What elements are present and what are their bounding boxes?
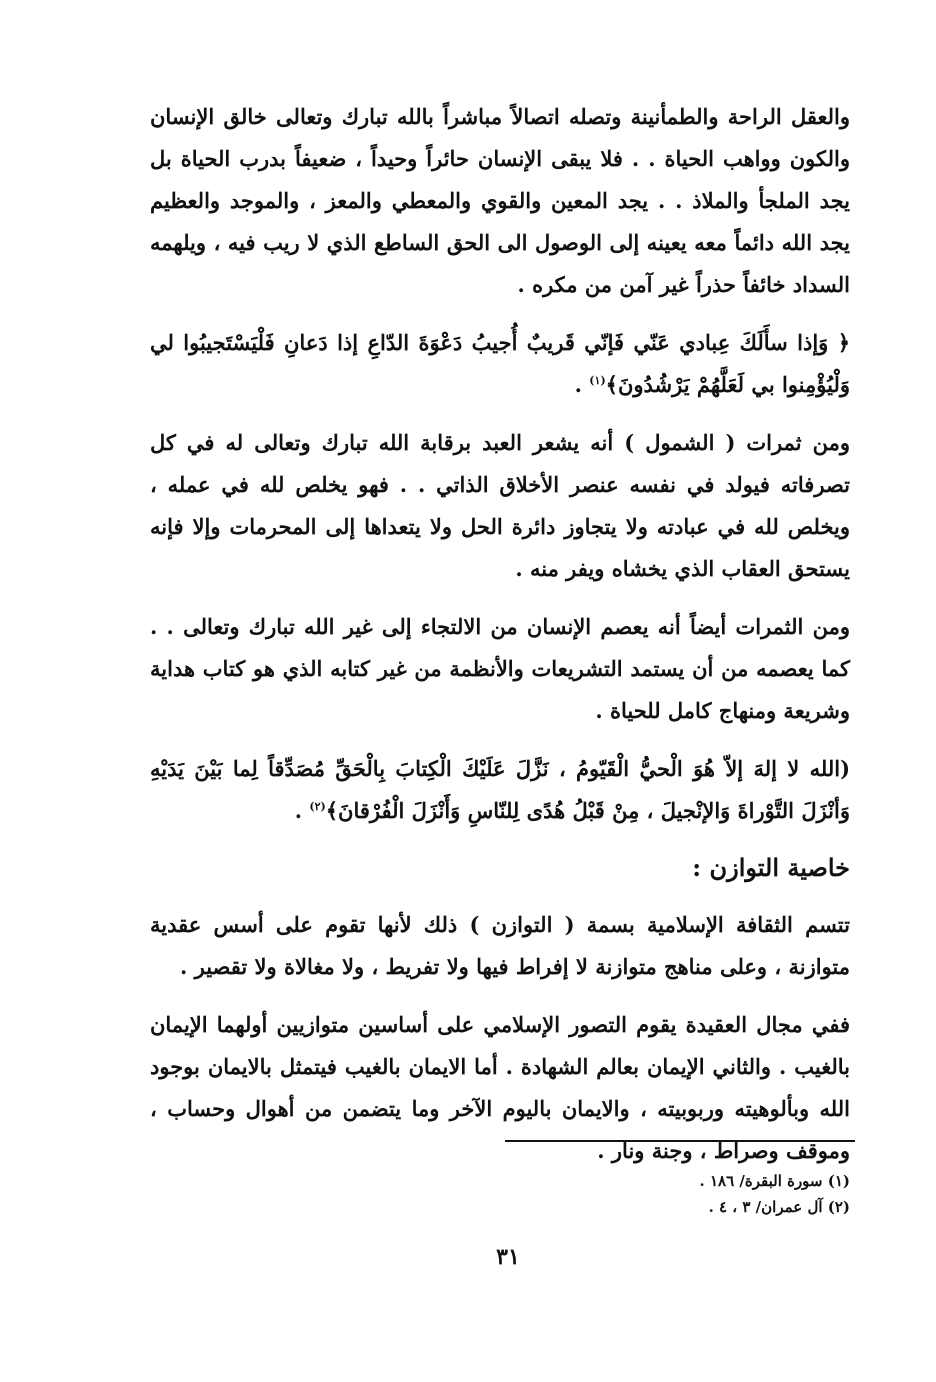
footnote-2: (٢) آل عمران/ ٣ ، ٤ .: [708, 1198, 850, 1216]
quran-verse-1-text: ﴿ وَإذا سأَلَكَ عِبادي عَنّي فَإنّي قَريبٌ أُجيبُ دَعْوَةَ الدّاعِ إذا دَعانِ فَلْيَسْتَجيبُوا لي وَلْيُؤْمِنوا بي لَعَلَّهُمْ يَرْشُدُونَ﴾: [150, 330, 850, 397]
paragraph-4: تتسم الثقافة الإسلامية بسمة ( التوازن ) ذلك لأنها تقوم على أسس عقدية متوازنة ، وعلى مناهج متوازنة لا إفراط فيها ولا تفريط ، ولا مغالاة ولا تقصير .: [150, 912, 850, 979]
page-number: ٣١: [496, 1244, 520, 1270]
quran-verse-2-text: (الله لا إلهَ إلاّ هُوَ الْحيُّ الْقَيّومُ ، نَزَّلَ عَلَيْكَ الْكِتابَ بِالْحَقِّ مُصَدِّقاً لِما بَيْنَ يَدَيْهِ وَأنْزَلَ التَّوْراةَ وَالإنْجيلَ ، مِنْ قَبْلُ هُدًى لِلنّاسِ وَأَنْزَلَ الْفُرْقانَ﴾: [150, 756, 850, 823]
footnote-ref-2: (٢): [309, 800, 326, 813]
paragraph-3: ومن الثمرات أيضاً أنه يعصم الإنسان من الالتجاء إلى غير الله تبارك وتعالى . . كما يعصمه من أن يستمد التشريعات والأنظمة من غير كتابه الذي هو كتاب هداية وشريعة ومنهاج كامل للحياة .: [150, 614, 850, 723]
section-heading: خاصية التوازن :: [692, 853, 850, 882]
footnotes: [505, 1168, 850, 1220]
footnote-1: (١) سورة البقرة/ ١٨٦ .: [699, 1172, 850, 1190]
footnote-ref-1: (١): [589, 374, 606, 387]
paragraph-2: ومن ثمرات ( الشمول ) أنه يشعر العبد برقابة الله تبارك وتعالى له في كل تصرفاته فيولد في نفسه عنصر الأخلاق الذاتي . . فهو يخلص لله في عمله ، ويخلص لله في عبادته ولا يتجاوز دائرة الحل ولا يتعداها إلى المحرمات وإلا فإنه يستحق العقاب الذي يخشاه ويفر منه .: [150, 430, 851, 581]
quran-verse-2: (الله لا إلهَ إلاّ هُوَ الْحيُّ الْقَيّومُ ، نَزَّلَ عَلَيْكَ الْكِتابَ بِالْحَقِّ مُصَدِّقاً لِما بَيْنَ يَدَيْهِ وَأنْزَلَ التَّوْراةَ وَالإنْجيلَ ، مِنْ قَبْلُ هُدًى لِلنّاسِ وَأَنْزَلَ الْفُرْقانَ﴾$^{(٢)}$ .: [150, 756, 850, 823]
paragraph-1: والعقل الراحة والطمأنينة وتصله اتصالاً مباشراً بالله تبارك وتعالى خالق الإنسان والكون وواهب الحياة . . فلا يبقى الإنسان حائراً وحيداً ، ضعيفاً بدرب الحياة بل يجد الملجأ والملاذ . . يجد المعين والقوي والمعطي والمعز ، والموجد والعظيم يجد الله دائماً معه يعينه إلى الوصول الى الحق الساطع الذي لا ريب فيه ، ويلهمه السداد خائفاً حذراً غير آمن من مكره .: [150, 104, 850, 297]
paragraph-5: ففي مجال العقيدة يقوم التصور الإسلامي على أساسين متوازيين أولهما الإيمان بالغيب . والثاني الإيمان بعالم الشهادة . أما الايمان بالغيب فيتمثل بالايمان بوجود الله وبألوهيته وربوبيته ، والايمان باليوم الآخر وما يتضمن من أهوال وحساب ، وموقف وصراط ، وجنة ونار .: [150, 1012, 850, 1163]
footnote-divider: [505, 1140, 855, 1142]
quran-verse-1: ﴿ وَإذا سأَلَكَ عِبادي عَنّي فَإنّي قَريبٌ أُجيبُ دَعْوَةَ الدّاعِ إذا دَعانِ فَلْيَسْتَجيبُوا لي وَلْيُؤْمِنوا بي لَعَلَّهُمْ يَرْشُدُونَ﴾$^{(١)}$ .: [150, 330, 850, 397]
page-body: [150, 96, 850, 1188]
